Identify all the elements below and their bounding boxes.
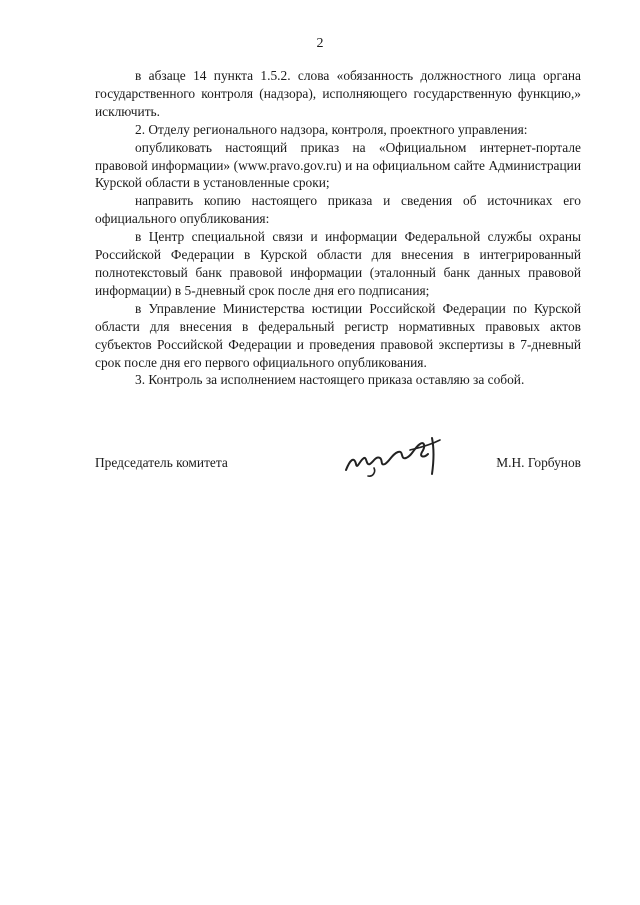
document-body xyxy=(95,67,581,389)
signatory-name: М.Н. Горбунов xyxy=(496,455,581,470)
page-number: 2 xyxy=(316,36,324,51)
paragraph-amendment: в абзаце 14 пункта 1.5.2. слова «обязанность должностного лица органа государственного контроля (надзора), исполняющего государственную функцию,» исключить. xyxy=(95,68,581,119)
signatory-role: Председатель комитета xyxy=(95,455,228,470)
paragraph-item-2: 2. Отделу регионального надзора, контроля, проектного управления: xyxy=(135,121,528,137)
paragraph-item-3: 3. Контроль за исполнением настоящего приказа оставляю за собой. xyxy=(135,372,525,388)
paragraph-send-copy: направить копию настоящего приказа и сведения об источниках его официального опубликования: xyxy=(95,193,581,227)
signature-block xyxy=(95,448,581,488)
paragraph-publish: опубликовать настоящий приказ на «Официальном интернет-портале правовой информации» (www.pravo.gov.ru) и на официальном сайте Администрации Курской области в установленные сроки; xyxy=(95,139,581,191)
paragraph-fso-center: в Центр специальной связи и информации Федеральной службы охраны Российской Федерации в Курской области для внесения в интегрированный полнотекстовый банк правовой информации (эталонный банк данных правовой информации) в 5-дневный срок после дня его подписания; xyxy=(95,229,581,298)
handwritten-signature xyxy=(340,430,450,480)
paragraph-ministry-justice: в Управление Министерства юстиции Российской Федерации по Курской области для внесения в федеральный регистр нормативных правовых актов субъектов Российской Федерации и проведения правовой экспертизы в 7-дневный срок после дня его первого официального опубликования. xyxy=(95,300,581,370)
